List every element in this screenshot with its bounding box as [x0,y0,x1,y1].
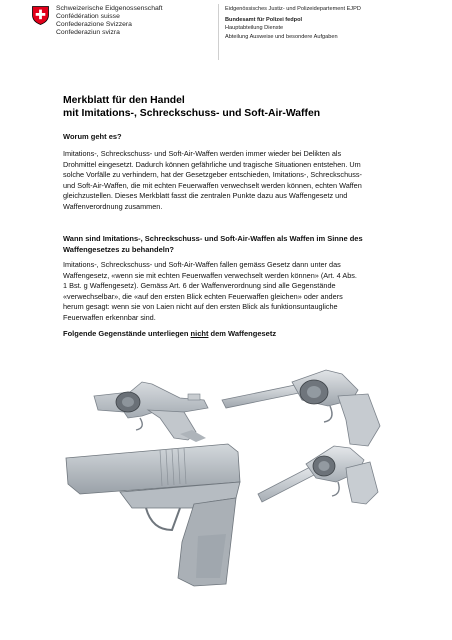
toy-pistol-large-image [60,438,248,588]
confederation-fr: Confédération suisse [56,13,120,21]
paragraph-line: Imitations-, Schreckschuss- und Soft-Air-Waffen fallen gemäss Gesetz dann unter das [63,260,341,269]
heading-text: dem Waffengesetz [208,329,277,338]
confederation-rm: Confederaziun svizra [56,29,120,37]
confederation-names [56,5,163,37]
toy-revolver-clear-image [254,432,384,536]
paragraph-line: «verwechselbar», die «auf den ersten Blick echten Feuerwaffen gleichen» oder anders [63,291,343,301]
page-title [63,94,320,120]
paragraph-line: Waffenverordnung zusammen. [63,201,163,211]
section-heading [63,234,398,255]
department-block [225,5,361,41]
heading-line: Waffengesetzes zu behandeln? [63,244,174,254]
confederation-it: Confederazione Svizzera [56,21,132,29]
header-divider [218,4,219,60]
department-name: Eidgenössisches Justiz- und Polizeidepartement EJPD [225,6,361,12]
paragraph-line: gleichzustellen. Dieses Merkblatt fasst die zentralen Punkte dazu aus Waffengesetz und [63,191,348,201]
section-name: Abteilung Ausweise und besondere Aufgaben [225,33,338,40]
paragraph-line: Imitations-, Schreckschuss- und Soft-Air-Waffen werden immer wieder bei Delikten als [63,149,342,158]
title-line-1: Merkblatt für den Handel [63,95,185,106]
paragraph-line: solche Vorfälle zu verhindern, hat der Gesetzgeber entschieden, Imitations-, Schreckschuss- [63,170,362,180]
toy-revolver-small-image [84,372,216,444]
section-heading: Worum geht es? [63,132,122,141]
section-paragraph [63,149,398,213]
paragraph-line: 1 Bst. g Waffengesetz). Gemäss Art. 6 der Waffenverordnung sind alle Gegenstände [63,281,336,291]
title-line-2: mit Imitations-, Schreckschuss- und Soft-Air-Waffen [63,108,321,119]
paragraph-line: Drohmittel eingesetzt. Dadurch können gefährliche und tragische Situationen entstehen. Um [63,159,361,169]
heading-line: Wann sind Imitations-, Schreckschuss- und Soft-Air-Waffen als Waffen im Sinne des [63,234,363,243]
heading-text: Folgende Gegenstände unterliegen [63,329,191,338]
confederation-de: Schweizerische Eidgenossenschaft [56,5,163,12]
paragraph-line: und Soft-Air-Waffen, die mit echten Feuerwaffen verwechselt werden können, echten Waffen [63,180,362,190]
division-name: Hauptabteilung Dienste [225,25,284,31]
paragraph-line: herum gesagt: wenn sie von Laien nicht auf den ersten Blick als funktionsuntaugliche [63,302,338,312]
section-heading [63,329,398,340]
office-name: Bundesamt für Polizei fedpol [225,16,303,23]
section-paragraph [63,260,398,324]
swiss-crest-icon [32,6,49,25]
paragraph-line: Feuerwaffen erkennbar sind. [63,312,156,322]
heading-emphasis: nicht [190,329,209,338]
paragraph-line: Waffengesetz, «wenn sie mit echten Feuerwaffen verwechselt werden können» (Art. 4 Abs. [63,270,357,280]
